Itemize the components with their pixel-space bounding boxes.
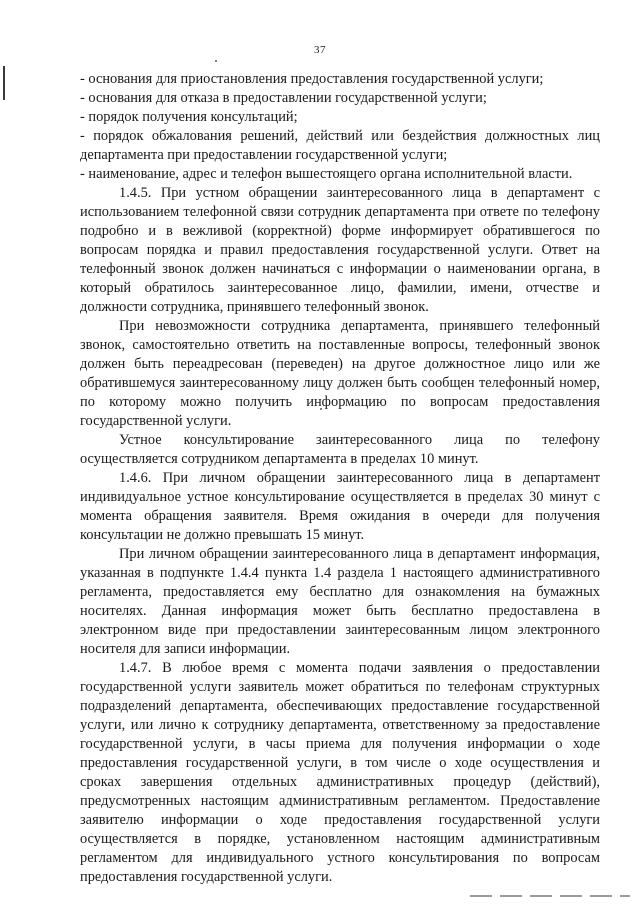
document-body [80, 70, 600, 887]
list-item-suspension-grounds: - основания для приостановления предоставления государственной услуги; [80, 71, 544, 87]
paragraph-1-4-5: 1.4.5. При устном обращении заинтересованного лица в департамент с использованием телефонной связи сотрудник департамента при ответе по телефону подробно и в вежливой (корректной) форме информирует обратившегося по вопросам порядка и правил предоставления государственной услуги. Ответ на телефонный звонок должен начинаться с информации о наименовании органа, в который обратилось заинтересованное лицо, фамилии, имени, отчестве и должности сотрудника, принявшего телефонный звонок. [80, 185, 600, 315]
list-item-consultation-procedure: - порядок получения консультаций; [80, 109, 298, 125]
paragraph-call-redirect: При невозможности сотрудника департамента, принявшего телефонный звонок, самостоятельно ответить на поставленные вопросы, телефонный звонок должен быть переадресован (переведен) на другое должностное лицо или же обратившемуся заинтересованному лицу должен быть сообщен телефонный номер, по которому можно получить информацию по вопросам предоставления государственной услуги. [80, 318, 600, 429]
scan-artifact-left-edge [3, 66, 5, 100]
paragraph-phone-consult-limit: Устное консультирование заинтересованного лица по телефону осуществляется сотрудником департамента в пределах 10 минут. [80, 432, 600, 467]
paragraph-personal-visit-info: При личном обращении заинтересованного лица в департамент информация, указанная в подпункте 1.4.4 пункта 1.4 раздела 1 настоящего административного регламента, предоставляется ему бесплатно для ознакомления на бумажных носителях. Данная информация может быть бесплатно предоставлена в электронном виде при предоставлении заинтересованным лицом электронного носителя для записи информации. [80, 546, 600, 657]
list-item-appeal-procedure: - порядок обжалования решений, действий или бездействия должностных лиц департамента при предоставлении государственной услуги; [80, 128, 600, 163]
paragraph-1-4-6: 1.4.6. При личном обращении заинтересованного лица в департамент индивидуальное устное консультирование осуществляется в пределах 30 минут с момента обращения заявителя. Время ожидания в очереди для получения консультации не должно превышать 15 минут. [80, 470, 600, 543]
scan-artifact-dot [215, 60, 217, 62]
scan-artifact-bottom [470, 895, 630, 897]
list-item-superior-authority: - наименование, адрес и телефон вышестоящего органа исполнительной власти. [80, 166, 573, 182]
list-item-refusal-grounds: - основания для отказа в предоставлении государственной услуги; [80, 90, 487, 106]
page-number: 37 [314, 44, 326, 56]
paragraph-1-4-7: 1.4.7. В любое время с момента подачи заявления о предоставлении государственной услуги заявитель может обратиться по телефонам структурных подразделений департамента, обеспечивающих предоставление государственной услуги, или лично к сотруднику департамента, ответственному за предоставление государственной услуги, в часы приема для получения информации о ходе предоставления государственной услуги, в том числе о ходе осуществления и сроках завершения отдельных административных процедур (действий), предусмотренных настоящим административным регламентом. Предоставление заявителю информации о ходе предоставления государственной услуги осуществляется в порядке, установленном настоящим административным регламентом для индивидуального устного консультирования по вопросам предоставления государственной услуги. [80, 660, 600, 885]
